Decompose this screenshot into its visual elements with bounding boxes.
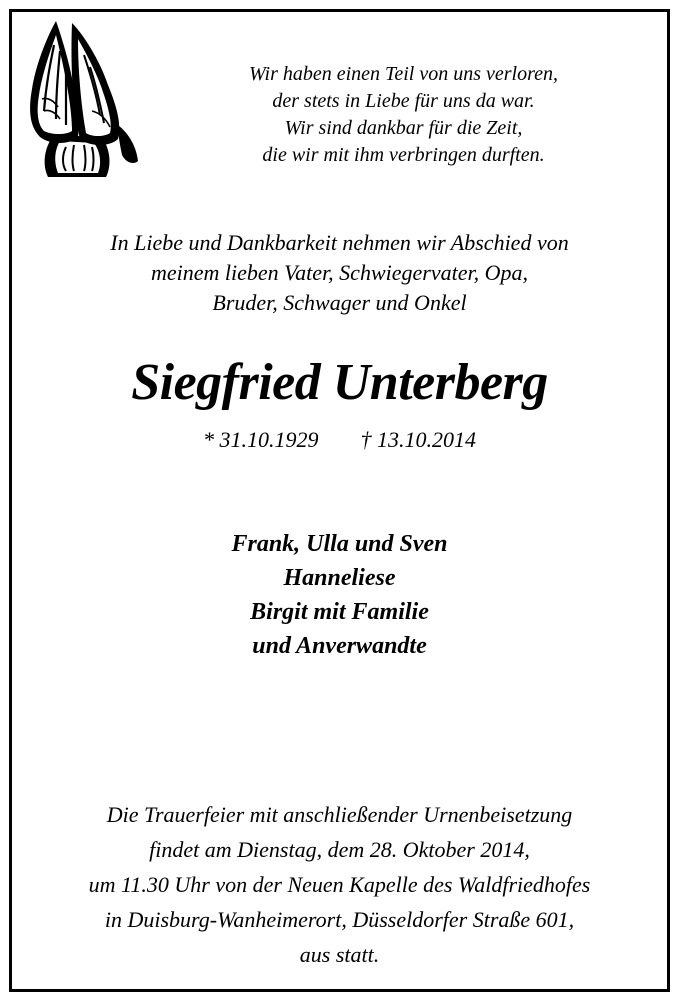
intro-line: meinem lieben Vater, Schwiegervater, Opa,	[151, 260, 528, 285]
service-line: Die Trauerfeier mit anschließender Urnenbeisetzung	[106, 802, 573, 827]
mourner-line: Hanneliese	[283, 565, 396, 591]
funeral-service-info	[12, 797, 667, 972]
service-line: findet am Dienstag, dem 28. Oktober 2014,	[149, 837, 530, 862]
service-line: in Duisburg-Wanheimerort, Düsseldorfer Straße 601,	[104, 907, 575, 932]
death-date: † 13.10.2014	[360, 427, 476, 452]
quote-line: der stets in Liebe für uns da war.	[272, 90, 535, 112]
intro-line: In Liebe und Dankbarkeit nehmen wir Abschied von	[110, 230, 569, 255]
mourner-line: und Anverwandte	[252, 633, 427, 659]
memorial-quote	[150, 61, 657, 169]
life-dates	[0, 425, 679, 455]
quote-line: Wir sind dankbar für die Zeit,	[284, 117, 523, 139]
service-line: um 11.30 Uhr von der Neuen Kapelle des Waldfriedhofes	[88, 872, 591, 897]
praying-hands-icon	[14, 15, 142, 177]
farewell-intro	[18, 228, 661, 318]
deceased-name: Siegfried Unterberg	[131, 354, 548, 411]
quote-line: Wir haben einen Teil von uns verloren,	[248, 63, 559, 85]
mourners-list	[0, 527, 679, 663]
mourner-line: Birgit mit Familie	[250, 599, 429, 625]
birth-date: * 31.10.1929	[203, 427, 319, 452]
intro-line: Bruder, Schwager und Onkel	[212, 290, 467, 315]
service-line: aus statt.	[299, 942, 380, 967]
quote-line: die wir mit ihm verbringen durften.	[262, 144, 545, 166]
mourner-line: Frank, Ulla und Sven	[231, 531, 448, 557]
